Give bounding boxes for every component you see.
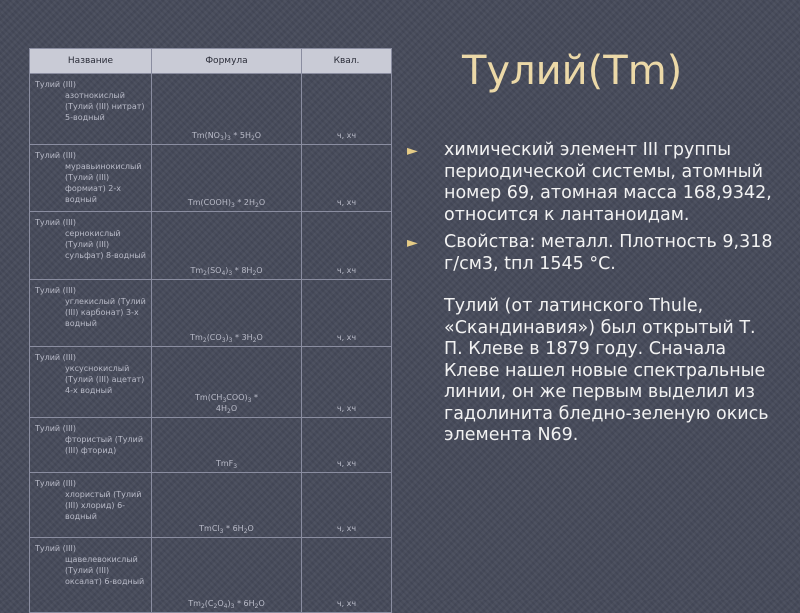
formula-subscript: 4 <box>223 603 228 610</box>
triangle-bullet-icon: ► <box>407 143 418 159</box>
table-row <box>30 418 392 473</box>
compound-name-cell <box>30 538 152 613</box>
bullet-text-definition: химический элемент III группы периодической системы, атомный номер 69, атомная масса 168,9342, относится к лантаноидам. <box>444 140 772 225</box>
table-header-row <box>30 49 392 74</box>
formula-part: TmCl <box>199 524 220 533</box>
compound-name-first: Тулий (III) <box>35 80 76 89</box>
formula-text <box>154 332 299 343</box>
formula-part: (SO <box>206 266 222 275</box>
compound-name-cell <box>30 347 152 418</box>
formula-part: * <box>251 393 258 402</box>
compound-name-cell <box>30 473 152 538</box>
formula-cell <box>152 212 302 280</box>
formula-part: 4H <box>215 404 227 413</box>
formula-text <box>154 392 299 414</box>
compounds-table <box>29 48 392 613</box>
formula-part: O <box>230 404 238 413</box>
triangle-bullet-icon: ► <box>407 235 418 251</box>
formula-part: TmF <box>215 459 234 468</box>
formula-part: (C <box>204 599 214 608</box>
table-row <box>30 145 392 212</box>
formula-part: O <box>256 333 263 342</box>
formula-part: Tm(COOH) <box>187 198 231 207</box>
qualification-cell: ч, хч <box>302 347 392 418</box>
bullet-list <box>407 140 779 447</box>
formula-part: O <box>258 198 266 207</box>
formula-part: * 8H <box>232 266 253 275</box>
formula-subscript: 3 <box>226 135 231 142</box>
formula-part: (CO <box>206 333 222 342</box>
formula-part: O <box>247 524 254 533</box>
formula-part: * 6H <box>234 599 255 608</box>
qualification-cell: ч, хч <box>302 538 392 613</box>
compounds-table-container <box>29 48 391 610</box>
table-row <box>30 280 392 347</box>
formula-subscript: 2 <box>213 603 218 610</box>
qualification-cell: ч, хч <box>302 280 392 347</box>
formula-part: Tm <box>190 266 204 275</box>
formula-subscript: 2 <box>203 270 207 277</box>
slide-title: Тулий(Tm) <box>462 48 683 94</box>
formula-text <box>154 523 299 534</box>
qualification-cell: ч, хч <box>302 473 392 538</box>
formula-subscript: 3 <box>247 397 252 404</box>
formula-cell <box>152 418 302 473</box>
compound-name-rest: фтористый (Тулий (III) фторид) <box>65 435 144 455</box>
formula-part: O <box>254 131 262 140</box>
bullet-text-properties: Свойства: металл. Плотность 9,318 г/см3, tпл 1545 °С. <box>444 232 773 274</box>
compound-name-first: Тулий (III) <box>35 353 76 362</box>
compound-name-rest: углекислый (Тулий (III) карбонат) 3-х водный <box>65 297 146 328</box>
header-name: Название <box>30 49 152 74</box>
formula-subscript: 3 <box>230 603 235 610</box>
formula-text <box>154 197 299 208</box>
table-row <box>30 347 392 418</box>
formula-part: ) <box>225 333 229 342</box>
formula-subscript: 3 <box>219 528 224 535</box>
header-qualification: Квал. <box>302 49 392 74</box>
compound-name-cell <box>30 212 152 280</box>
compound-name-cell <box>30 280 152 347</box>
formula-cell <box>152 74 302 145</box>
header-formula: Формула <box>152 49 302 74</box>
compound-name-rest: хлористый (Тулий (III) хлорид) 6-водный <box>65 490 142 521</box>
formula-cell <box>152 538 302 613</box>
table-row <box>30 538 392 613</box>
table-row <box>30 74 392 145</box>
formula-cell <box>152 280 302 347</box>
formula-subscript: 2 <box>252 270 257 277</box>
formula-subscript: 2 <box>226 408 231 415</box>
table-row <box>30 212 392 280</box>
formula-part: Tm <box>190 333 203 342</box>
compound-name-rest: щавелевокислый (Тулий (III) оксалат) 6-водный <box>65 555 145 586</box>
qualification-cell: ч, хч <box>302 74 392 145</box>
formula-part: ) <box>223 131 227 140</box>
formula-cell <box>152 347 302 418</box>
formula-subscript: 3 <box>233 463 238 470</box>
formula-subscript: 3 <box>228 337 233 344</box>
history-paragraph: Тулий (от латинского Thule, «Скандинавия») был открытый Т. П. Клеве в 1879 году. Сначала Клеве нашел новые спектральные линии, он же первым выделил из гадолинита бледно-зеленую окись элемента N69. <box>444 296 769 445</box>
formula-subscript: 2 <box>243 528 248 535</box>
formula-text <box>154 265 299 276</box>
qualification-cell: ч, хч <box>302 145 392 212</box>
formula-subscript: 2 <box>255 202 259 209</box>
formula-part: * 3H <box>232 333 253 342</box>
formula-text <box>154 130 299 141</box>
formula-text <box>154 598 299 609</box>
compound-name-first: Тулий (III) <box>35 286 76 295</box>
formula-subscript: 2 <box>202 337 207 344</box>
formula-cell <box>152 473 302 538</box>
bullet-item <box>407 140 779 226</box>
bullet-item <box>407 232 779 447</box>
qualification-cell: ч, хч <box>302 212 392 280</box>
compound-name-rest: муравьинокислый (Тулий (III) формиат) 2-х водный <box>65 162 142 204</box>
formula-part: COO) <box>226 393 248 402</box>
compound-name-first: Тулий (III) <box>35 479 76 488</box>
formula-part: Tm(NO <box>191 131 220 140</box>
formula-subscript: 2 <box>254 603 259 610</box>
formula-part: * 6H <box>223 524 244 533</box>
formula-part: O <box>256 266 263 275</box>
compound-name-first: Тулий (III) <box>35 424 76 433</box>
formula-subscript: 3 <box>230 202 235 209</box>
formula-part: O <box>258 599 265 608</box>
formula-subscript: 2 <box>200 603 205 610</box>
table-row <box>30 473 392 538</box>
compound-name-cell <box>30 418 152 473</box>
formula-part: * 5H <box>230 131 251 140</box>
compound-name-first: Тулий (III) <box>35 151 76 160</box>
compound-name-rest: азотнокислый (Тулий (III) нитрат) 5-водный <box>65 91 145 122</box>
formula-subscript: 3 <box>221 337 226 344</box>
compound-name-first: Тулий (III) <box>35 544 76 553</box>
formula-subscript: 4 <box>221 270 226 277</box>
formula-subscript: 3 <box>228 270 233 277</box>
formula-part: ) <box>227 599 231 608</box>
formula-subscript: 3 <box>222 397 227 404</box>
formula-part: Tm <box>188 599 201 608</box>
formula-part: Tm(CH <box>195 393 223 402</box>
formula-subscript: 3 <box>219 135 224 142</box>
formula-subscript: 2 <box>250 135 255 142</box>
qualification-cell: ч, хч <box>302 418 392 473</box>
compound-name-cell <box>30 145 152 212</box>
formula-part: * 2H <box>234 198 256 207</box>
formula-text <box>154 458 299 469</box>
formula-cell <box>152 145 302 212</box>
compound-name-rest: уксуснокислый (Тулий (III) ацетат) 4-х водный <box>65 364 145 395</box>
compound-name-first: Тулий (III) <box>35 218 76 227</box>
compound-name-cell <box>30 74 152 145</box>
formula-part: ) <box>225 266 229 275</box>
formula-part: O <box>217 599 224 608</box>
compound-name-rest: сернокислый (Тулий (III) сульфат) 8-водный <box>65 229 146 260</box>
formula-subscript: 2 <box>252 337 257 344</box>
